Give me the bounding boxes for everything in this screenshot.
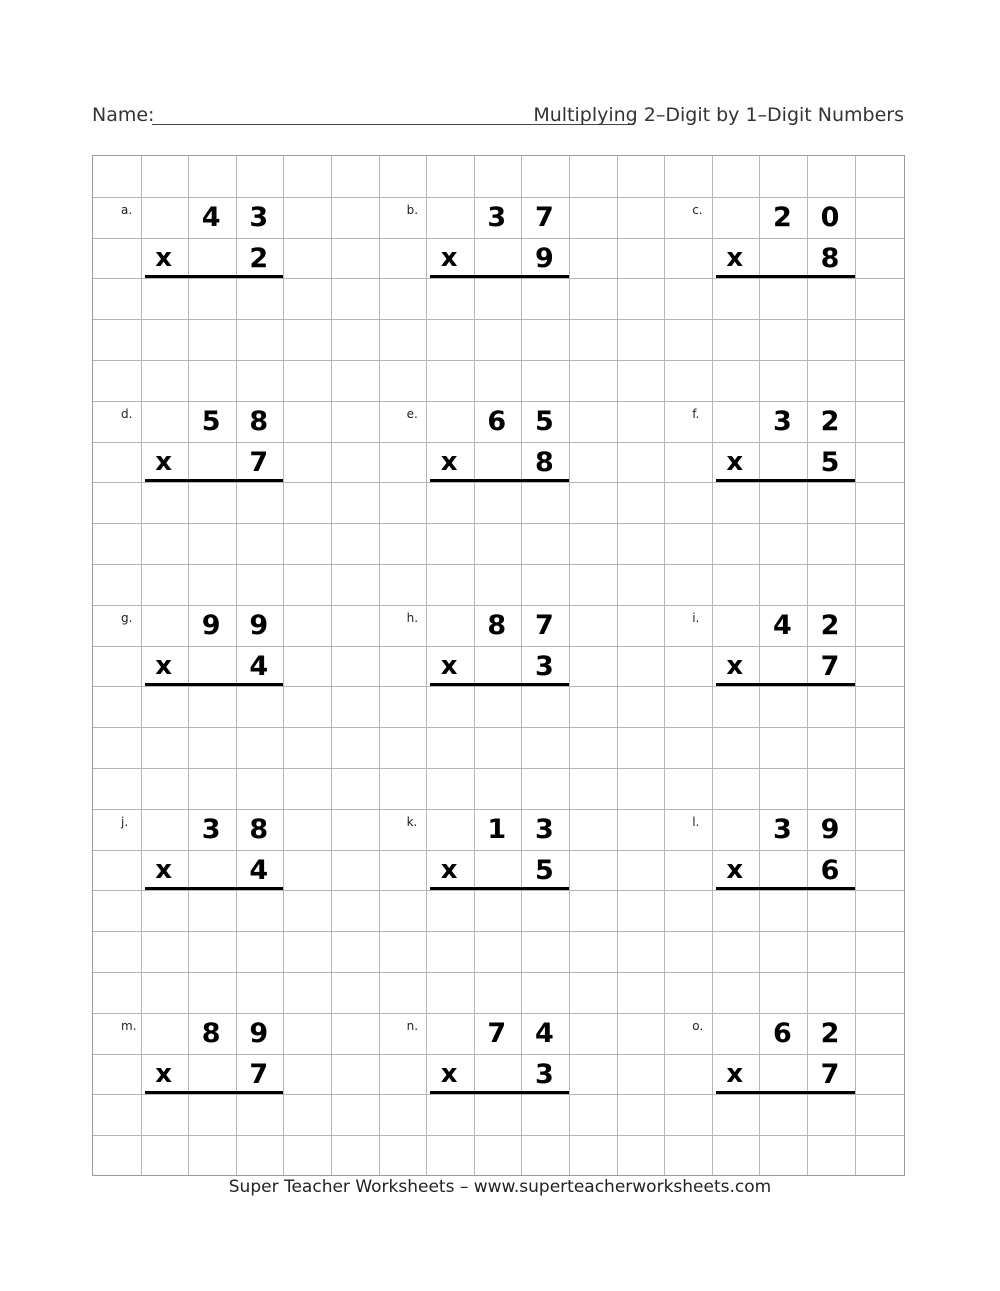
ones-digit: 8 <box>249 405 269 437</box>
problem-label: b. <box>406 202 419 217</box>
problem <box>379 605 569 727</box>
multiplier-digit: 7 <box>820 650 840 682</box>
tens-digit: 5 <box>201 405 221 437</box>
problem <box>664 401 854 523</box>
grid-horizontal-line <box>93 972 904 973</box>
problem-label: h. <box>406 610 419 625</box>
worksheet-header <box>92 104 904 130</box>
ones-digit: 9 <box>820 813 840 845</box>
problem-label: n. <box>406 1018 419 1033</box>
multiplier-digit: 8 <box>820 242 840 274</box>
multiply-sign: x <box>726 650 744 681</box>
problem <box>93 1013 283 1135</box>
problem-label: e. <box>406 406 418 421</box>
problem <box>379 197 569 319</box>
problem-label: o. <box>692 1018 704 1033</box>
ones-digit: 5 <box>534 405 554 437</box>
tens-digit: 8 <box>201 1017 221 1049</box>
multiplier-digit: 7 <box>249 1058 269 1090</box>
answer-line <box>145 275 284 278</box>
tens-digit: 6 <box>487 405 507 437</box>
tens-digit: 3 <box>201 813 221 845</box>
ones-digit: 2 <box>820 609 840 641</box>
grid-horizontal-line <box>93 727 904 728</box>
answer-line <box>716 479 855 482</box>
multiplier-digit: 7 <box>249 446 269 478</box>
problem-label: k. <box>406 814 418 829</box>
grid-horizontal-line <box>93 564 904 565</box>
multiplier-digit: 4 <box>249 650 269 682</box>
ones-digit: 0 <box>820 201 840 233</box>
grid-vertical-line <box>617 156 618 1175</box>
answer-line <box>430 275 569 278</box>
multiply-sign: x <box>440 1058 458 1089</box>
ones-digit: 9 <box>249 1017 269 1049</box>
tens-digit: 7 <box>487 1017 507 1049</box>
problem-label: l. <box>692 814 700 829</box>
problem <box>664 1013 854 1135</box>
ones-digit: 7 <box>534 201 554 233</box>
answer-line <box>430 1091 569 1094</box>
multiplier-digit: 8 <box>534 446 554 478</box>
multiplier-digit: 3 <box>534 650 554 682</box>
ones-digit: 9 <box>249 609 269 641</box>
grid-vertical-line <box>855 156 856 1175</box>
problem-label: a. <box>121 202 133 217</box>
multiply-sign: x <box>726 854 744 885</box>
problem-label: i. <box>692 610 700 625</box>
multiply-sign: x <box>726 1058 744 1089</box>
multiplier-digit: 3 <box>534 1058 554 1090</box>
ones-digit: 2 <box>820 1017 840 1049</box>
multiply-sign: x <box>155 854 172 885</box>
graph-paper-grid <box>92 155 905 1176</box>
problem <box>93 605 283 727</box>
problem <box>379 1013 569 1135</box>
problem-label: j. <box>121 814 129 829</box>
answer-line <box>716 275 855 278</box>
multiply-sign: x <box>155 446 172 477</box>
tens-digit: 6 <box>772 1017 792 1049</box>
problem <box>379 809 569 931</box>
multiply-sign: x <box>726 446 744 477</box>
answer-line <box>430 683 569 686</box>
problem-label: c. <box>692 202 703 217</box>
worksheet-title: Multiplying 2–Digit by 1–Digit Numbers <box>533 104 904 126</box>
answer-line <box>430 887 569 890</box>
multiply-sign: x <box>440 446 458 477</box>
answer-line <box>145 887 284 890</box>
grid-horizontal-line <box>93 1135 904 1136</box>
problem <box>379 401 569 523</box>
multiply-sign: x <box>155 1058 172 1089</box>
grid-horizontal-line <box>93 319 904 320</box>
answer-line <box>716 887 855 890</box>
ones-digit: 2 <box>820 405 840 437</box>
ones-digit: 7 <box>534 609 554 641</box>
multiplier-digit: 6 <box>820 854 840 886</box>
multiply-sign: x <box>155 242 172 273</box>
grid-horizontal-line <box>93 523 904 524</box>
tens-digit: 4 <box>201 201 221 233</box>
problem <box>664 809 854 931</box>
footer-credit: Super Teacher Worksheets – www.superteacherworksheets.com <box>228 1177 772 1197</box>
grid-vertical-line <box>331 156 332 1175</box>
multiply-sign: x <box>440 650 458 681</box>
problem-label: g. <box>121 610 133 625</box>
ones-digit: 3 <box>249 201 269 233</box>
grid-horizontal-line <box>93 768 904 769</box>
grid-vertical-line <box>569 156 570 1175</box>
tens-digit: 8 <box>487 609 507 641</box>
problem <box>93 809 283 931</box>
multiplier-digit: 4 <box>249 854 269 886</box>
tens-digit: 3 <box>772 813 792 845</box>
multiplier-digit: 7 <box>820 1058 840 1090</box>
tens-digit: 1 <box>487 813 507 845</box>
grid-vertical-line <box>283 156 284 1175</box>
multiplier-digit: 5 <box>534 854 554 886</box>
answer-line <box>145 479 284 482</box>
tens-digit: 2 <box>772 201 792 233</box>
ones-digit: 3 <box>534 813 554 845</box>
ones-digit: 4 <box>534 1017 554 1049</box>
answer-line <box>430 479 569 482</box>
multiply-sign: x <box>155 650 172 681</box>
problem <box>93 401 283 523</box>
problem <box>664 605 854 727</box>
ones-digit: 8 <box>249 813 269 845</box>
problem <box>664 197 854 319</box>
problem-label: f. <box>692 406 700 421</box>
answer-line <box>716 1091 855 1094</box>
problem-label: m. <box>121 1018 137 1033</box>
answer-line <box>716 683 855 686</box>
tens-digit: 4 <box>772 609 792 641</box>
multiplier-digit: 9 <box>534 242 554 274</box>
tens-digit: 3 <box>487 201 507 233</box>
multiplier-digit: 5 <box>820 446 840 478</box>
grid-horizontal-line <box>93 360 904 361</box>
problem <box>93 197 283 319</box>
multiply-sign: x <box>440 242 458 273</box>
multiply-sign: x <box>726 242 744 273</box>
answer-line <box>145 1091 284 1094</box>
tens-digit: 9 <box>201 609 221 641</box>
tens-digit: 3 <box>772 405 792 437</box>
problem-label: d. <box>121 406 133 421</box>
multiply-sign: x <box>440 854 458 885</box>
grid-horizontal-line <box>93 931 904 932</box>
multiplier-digit: 2 <box>249 242 269 274</box>
answer-line <box>145 683 284 686</box>
name-label: Name: <box>92 104 155 126</box>
